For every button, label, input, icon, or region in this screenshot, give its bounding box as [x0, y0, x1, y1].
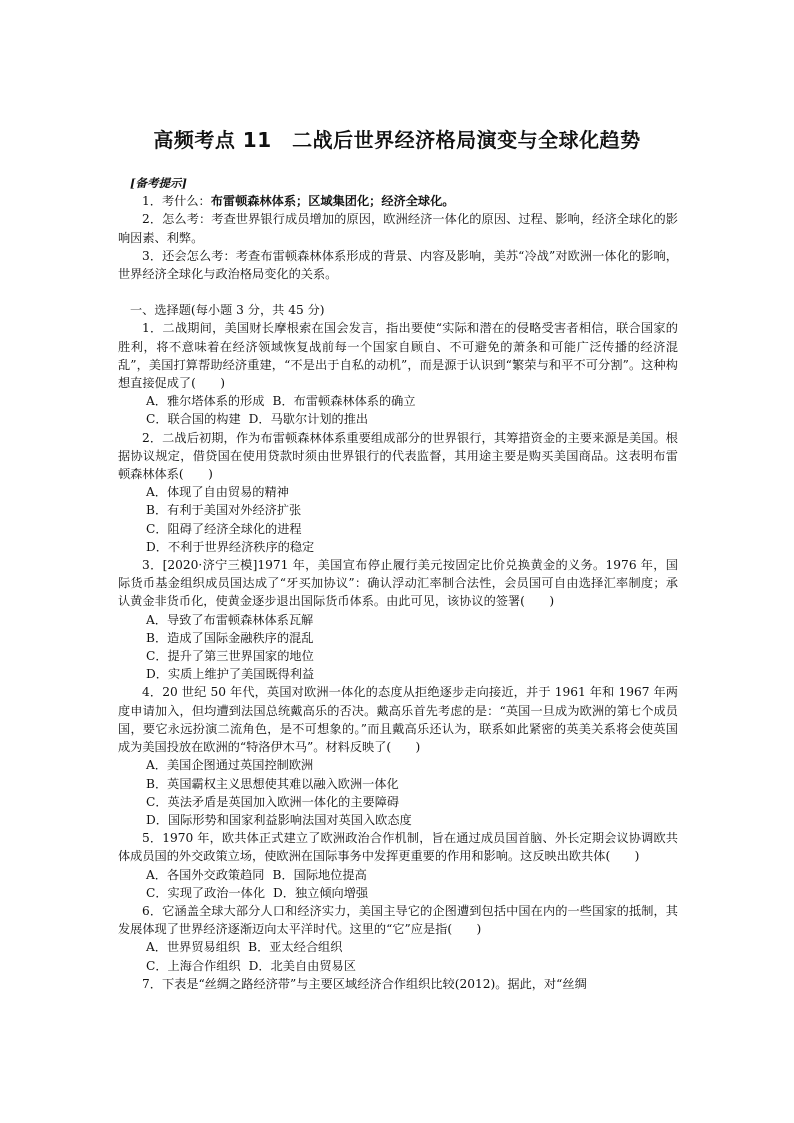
- hint-item: 3．还会怎么考：考查布雷顿森林体系形成的背景、内容及影响，美苏“冷战”对欧洲一体化的影响，世界经济全球化与政治格局变化的关系。: [118, 248, 678, 282]
- option-row: [118, 793, 678, 811]
- option-row: [118, 647, 678, 665]
- option-row: [118, 483, 678, 501]
- option-row: [118, 866, 678, 884]
- answer-option: B．造成了国际金融秩序的混乱: [146, 630, 314, 645]
- option-row: [118, 410, 678, 428]
- answer-option: D．不利于世界经济秩序的稳定: [146, 539, 315, 554]
- option-row: [118, 775, 678, 793]
- answer-option: A．体现了自由贸易的精神: [146, 485, 289, 500]
- section-title: 一、选择题(每小题 3 分，共 45 分): [130, 303, 325, 318]
- answer-option: C．阻碍了经济全球化的进程: [146, 521, 302, 536]
- option-row: [118, 756, 678, 774]
- option-row: [118, 611, 678, 629]
- question-block: [118, 319, 678, 428]
- content-body: [118, 174, 678, 993]
- answer-option: A．各国外交政策趋同: [146, 867, 265, 882]
- answer-option: D．独立倾向增强: [273, 885, 369, 900]
- question-block: [118, 829, 678, 902]
- answer-option: D．国际形势和国家利益影响法国对英国入欧态度: [146, 812, 412, 827]
- question-list: [118, 319, 678, 993]
- answer-option: D．马歇尔计划的推出: [248, 412, 369, 427]
- option-row: [118, 501, 678, 519]
- option-row: [118, 884, 678, 902]
- page-title: 高频考点 11 二战后世界经济格局演变与全球化趋势: [153, 128, 641, 152]
- option-row: [118, 811, 678, 829]
- answer-option: B．有利于美国对外经济扩张: [146, 503, 302, 518]
- answer-option: C．上海合作组织: [146, 958, 241, 973]
- answer-option: D．实质上维护了美国既得利益: [146, 667, 315, 682]
- option-row: [118, 538, 678, 556]
- question-stem: 2．二战后初期，作为布雷顿森林体系重要组成部分的世界银行，其筹措资金的主要来源是美国。根据协议规定，借贷国在使用贷款时须由世界银行的代表监督，其用途主要是购买美国商品。这表明布雷顿森林体系( ): [118, 430, 678, 482]
- option-row: [118, 957, 678, 975]
- question-stem: 3．[2020·济宁三模]1971 年，美国宣布停止履行美元按固定比价兑换黄金的义务。1976 年，国际货币基金组织成员国达成了“牙买加协议”：确认浮动汇率制合法性，会员国可自由选择汇率制度；承认黄金非货币化，使黄金逐步退出国际货币体系。由此可见，该协议的签署( ): [118, 558, 678, 609]
- answer-option: C．实现了政治一体化: [146, 885, 266, 900]
- question-block: [118, 902, 678, 975]
- question-stem: 7．下表是“丝绸之路经济带”与主要区域经济合作组织比较(2012)。据此，对“丝绸: [142, 976, 587, 991]
- answer-option: D．北美自由贸易区: [248, 958, 356, 973]
- answer-option: A．雅尔塔体系的形成: [146, 394, 265, 409]
- option-row: [118, 629, 678, 647]
- answer-option: B．布雷顿森林体系的确立: [272, 394, 416, 409]
- hint-list: [118, 192, 678, 283]
- option-row: [118, 665, 678, 683]
- answer-option: B．英国霸权主义思想使其难以融入欧洲一体化: [146, 776, 399, 791]
- hint-label: [备考提示]: [130, 176, 187, 190]
- answer-option: A．导致了布雷顿森林体系瓦解: [146, 612, 314, 627]
- question-block: [118, 975, 678, 993]
- option-row: [118, 938, 678, 956]
- question-stem: 6．它涵盖全球大部分人口和经济实力，美国主导它的企图遭到包括中国在内的一些国家的抵制，其发展体现了世界经济逐渐迈向太平洋时代。这里的“它”应是指( ): [118, 903, 678, 937]
- answer-option: A．世界贸易组织: [146, 940, 241, 955]
- answer-option: B．亚太经合组织: [248, 940, 343, 955]
- answer-option: B．国际地位提高: [272, 867, 367, 882]
- question-block: [118, 556, 678, 683]
- option-row: [118, 520, 678, 538]
- hint-item: 1．考什么：布雷顿森林体系；区域集团化；经济全球化。: [142, 194, 455, 209]
- answer-option: C．英法矛盾是英国加入欧洲一体化的主要障碍: [146, 794, 400, 809]
- question-block: [118, 683, 678, 829]
- hint-item: 2．怎么考：考查世界银行成员增加的原因，欧洲经济一体化的原因、过程、影响，经济全球化的影响因素、利弊。: [118, 212, 678, 245]
- question-block: [118, 429, 678, 556]
- question-stem: 4．20 世纪 50 年代，英国对欧洲一体化的态度从拒绝逐步走向接近，并于 1961 年和 1967 年两度申请加入，但均遭到法国总统戴高乐的否决。戴高乐首先考虑的是：“英国一旦成为欧洲的第七个成员国，要它永远扮演二流角色，是不可想象的。”而且戴高乐还认为，联系如此紧密的英美关系将会使英国成为美国投放在欧洲的“特洛伊木马”。材料反映了( ): [118, 685, 678, 755]
- question-stem: 5．1970 年，欧共体正式建立了欧洲政治合作机制，旨在通过成员国首脑、外长定期会议协调欧共体成员国的外交政策立场，使欧洲在国际事务中发挥更重要的作用和影响。这反映出欧共体( ): [118, 831, 678, 864]
- answer-option: C．联合国的构建: [146, 412, 241, 427]
- option-row: [118, 392, 678, 410]
- answer-option: C．提升了第三世界国家的地位: [146, 649, 314, 664]
- answer-option: A．美国企图通过英国控制欧洲: [146, 758, 314, 773]
- question-stem: 1．二战期间，美国财长摩根索在国会发言，指出要使“实际和潜在的侵略受害者相信，联合国家的胜利，将不意味着在经济领域恢复战前每一个国家自顾自、不可避免的萧条和可能广泛传播的经济混乱”，美国打算帮助经济重建，“不是出于自私的动机”，而是源于认识到“繁荣与和平不可分割”。这种构想直接促成了( ): [118, 321, 678, 391]
